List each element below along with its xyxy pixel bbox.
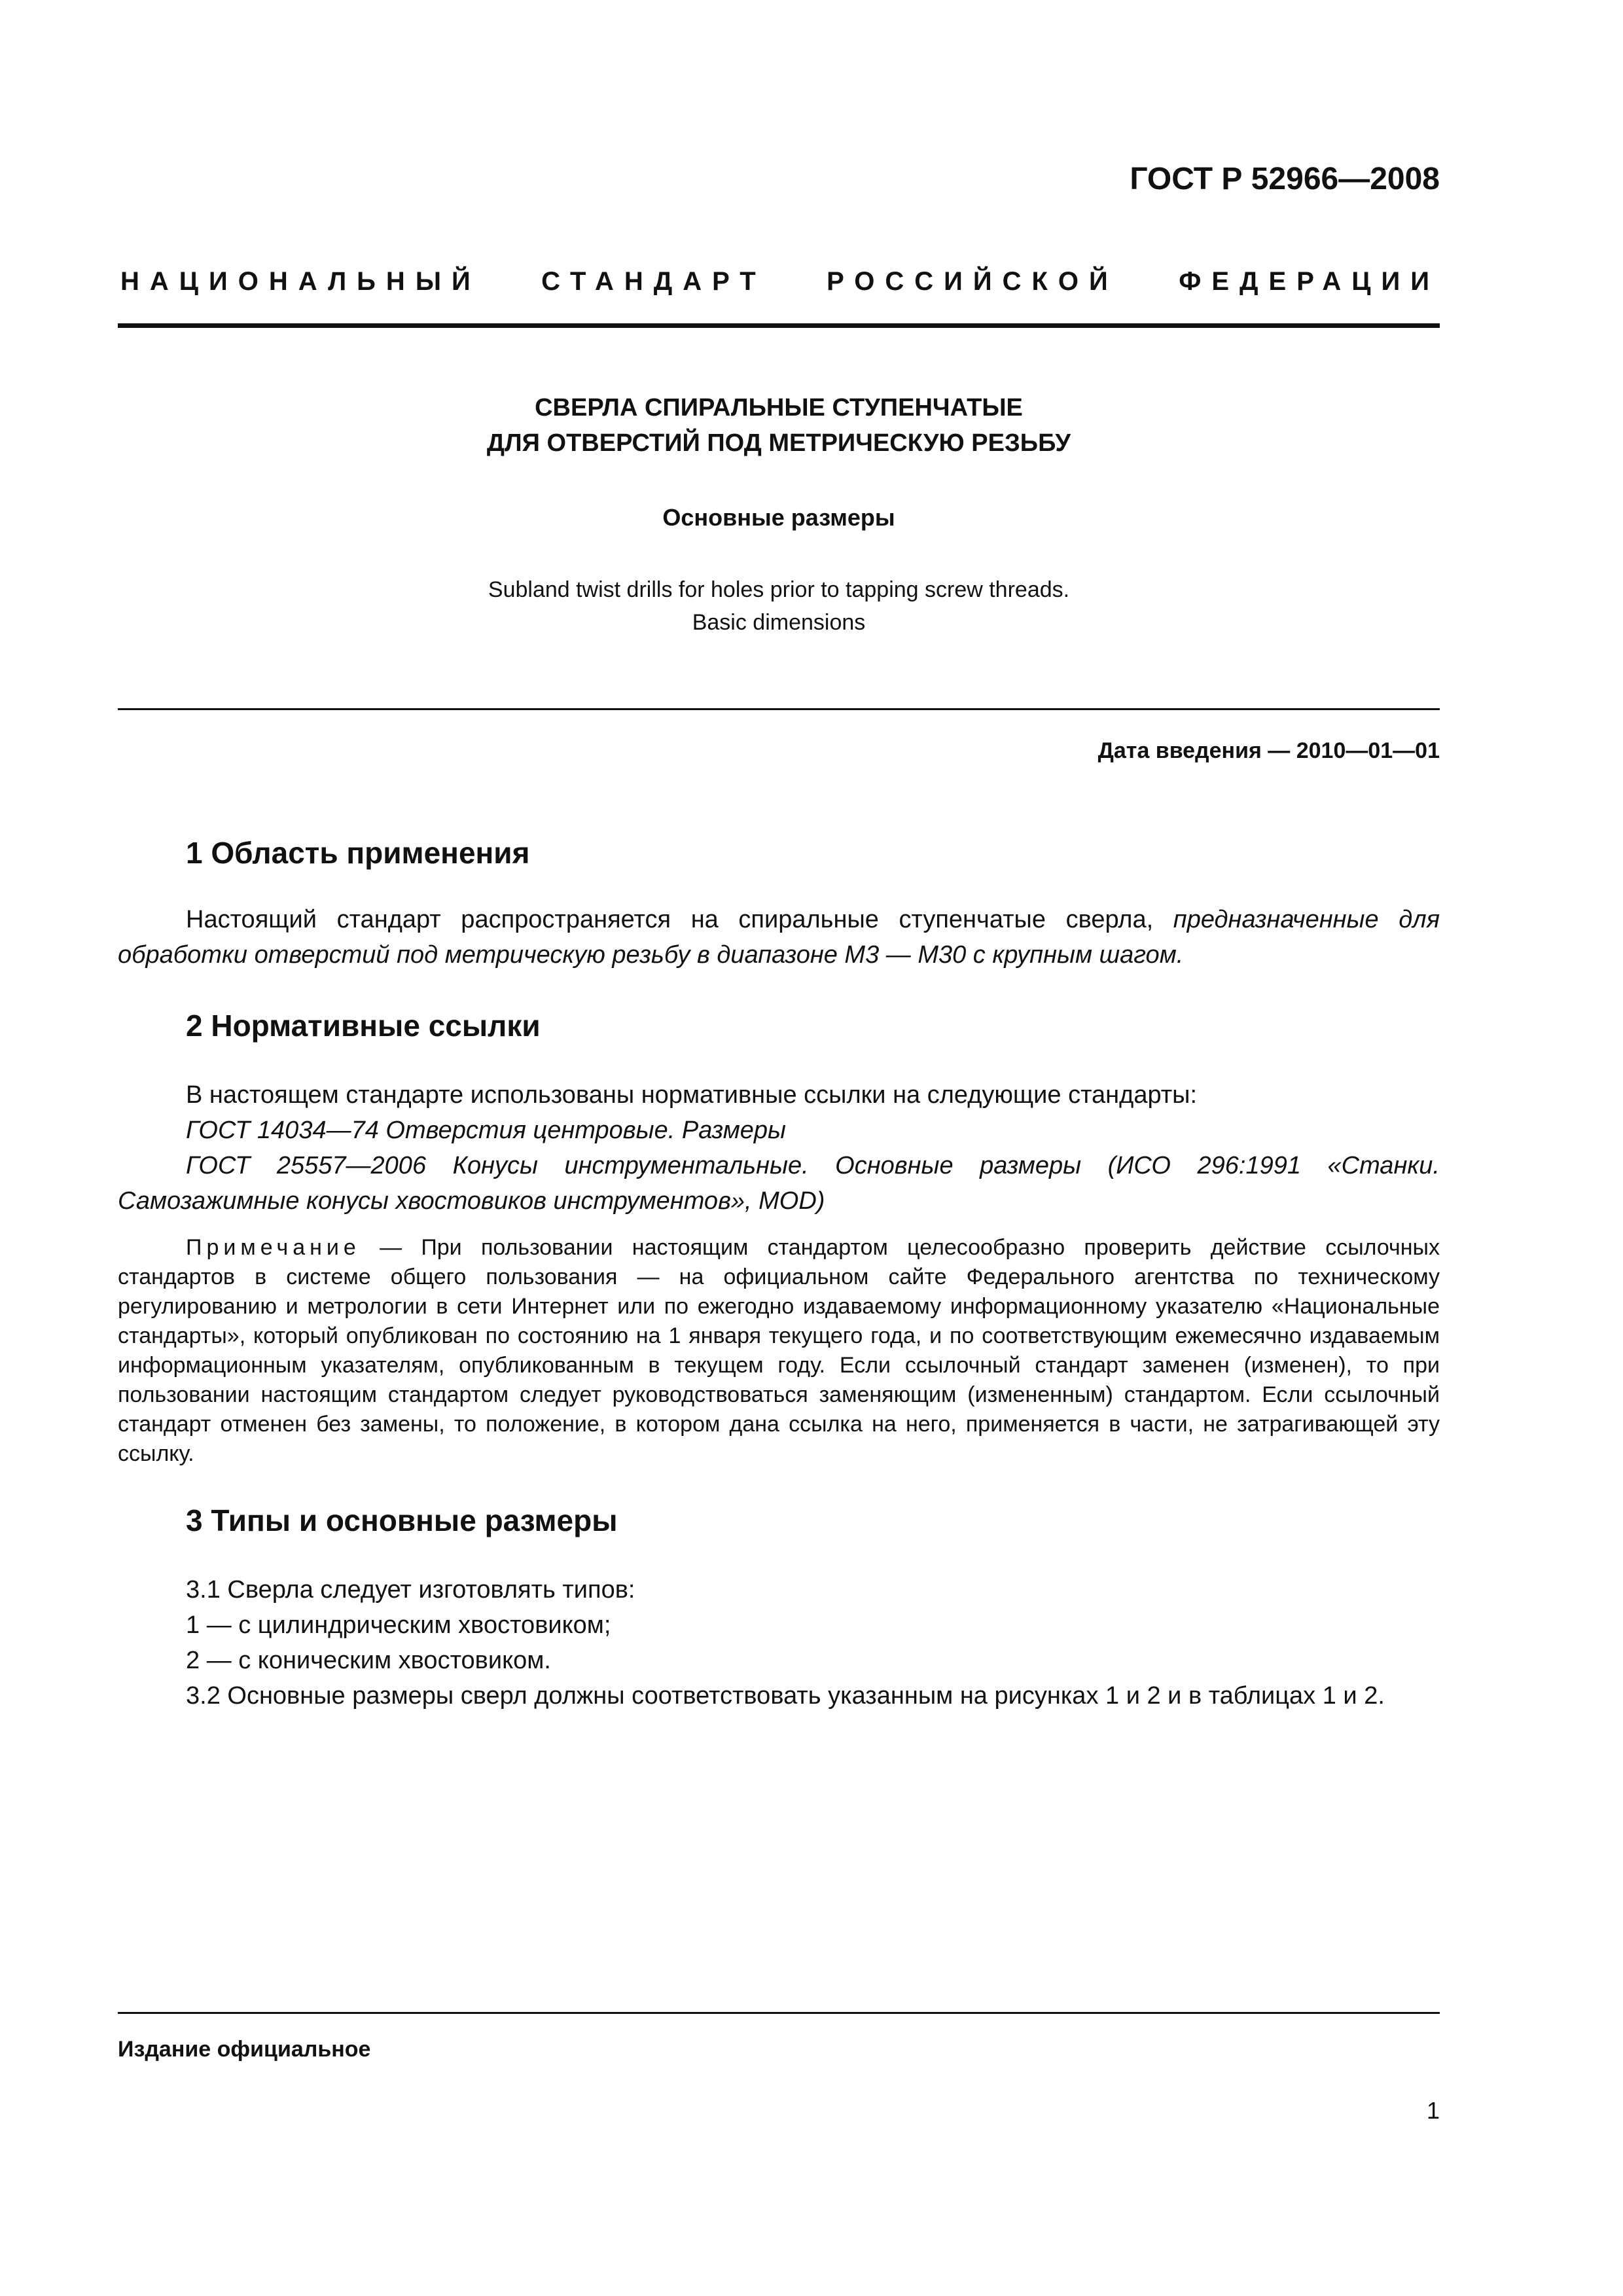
english-title [118,573,1440,639]
introduction-date: Дата введения — 2010—01—01 [1097,738,1440,763]
title-line-2: ДЛЯ ОТВЕРСТИЙ ПОД МЕТРИЧЕСКУЮ РЕЗЬБУ [486,429,1071,457]
reference-gost-14034: ГОСТ 14034—74 Отверстия центровые. Размеры [186,1117,787,1144]
english-title-line-1: Subland twist drills for holes prior to tapping screw threads. [488,577,1070,602]
section-1-text-plain: Настоящий стандарт распространяется на спиральные ступенчатые сверла, [186,906,1173,933]
note-label: Примечание [186,1235,361,1260]
page-number: 1 [1426,2097,1440,2124]
english-title-line-2: Basic dimensions [692,610,866,635]
section-1-heading: 1 Область применения [186,836,530,870]
section-3-heading: 3 Типы и основные размеры [186,1503,618,1537]
national-word: НАЦИОНАЛЬНЫЙ [120,267,481,296]
national-word: СТАНДАРТ [541,267,766,296]
section-1-text [118,902,1440,973]
section-2-lead: В настоящем стандарте использованы нормативные ссылки на следующие стандарты: [186,1081,1198,1109]
national-word: ФЕДЕРАЦИИ [1179,267,1440,296]
document-subtitle: Основные размеры [662,504,895,531]
note-block [118,1233,1440,1469]
section-1-text-italic: предназначенные для обработки отверстий под метрическую резьбу в диапазоне М3 — М30 с крупным шагом. [118,906,1440,969]
title-divider [118,708,1440,710]
title-line-1: СВЕРЛА СПИРАЛЬНЫЕ СТУПЕНЧАТЫЕ [535,394,1023,422]
section-2-body [118,1077,1440,1219]
note-text: — При пользовании настоящим стандартом целесообразно проверить действие ссылочных стандартов в системе общего пользования — на официальном сайте Федерального агентства по техническому регулированию и метрологии в сети Интернет или по ежегодно издаваемому информационному указателю «Национальные стандарты», который опубликован по состоянию на 1 января текущего года, и по соответствующим ежемесячно издаваемым информационным указателям, опубликованным в текущем году. Если ссылочный стандарт заменен (изменен), то при пользовании настоящим стандартом следует руководствоваться заменяющим (измененным) стандартом. Если ссылочный стандарт отменен без замены, то положение, в котором дана ссылка на него, применяется в части, не затрагивающей эту ссылку. [118,1235,1440,1466]
section-3-type-2: 2 — с коническим хвостовиком. [186,1647,551,1674]
section-2-heading: 2 Нормативные ссылки [186,1009,541,1043]
section-3-type-1: 1 — с цилиндрическим хвостовиком; [186,1611,611,1639]
section-3-item-3-1: 3.1 Сверла следует изготовлять типов: [186,1576,635,1604]
document-title [118,390,1440,461]
edition-label: Издание официальное [118,2037,371,2062]
header-divider [118,323,1440,328]
national-word: РОССИЙСКОЙ [827,267,1118,296]
reference-gost-25557: ГОСТ 25557—2006 Конусы инструментальные. Основные размеры (ИСО 296:1991 «Станки. Самозажимные конусы хвостовиков инструментов», MOD) [118,1152,1440,1215]
section-3-item-3-2: 3.2 Основные размеры сверл должны соответствовать указанным на рисунках 1 и 2 и в таблицах 1 и 2. [186,1682,1385,1710]
footer-divider [118,2012,1440,2014]
document-code: ГОСТ Р 52966—2008 [1130,162,1440,196]
national-standard-heading [120,267,1440,296]
section-3-body [118,1572,1440,1713]
